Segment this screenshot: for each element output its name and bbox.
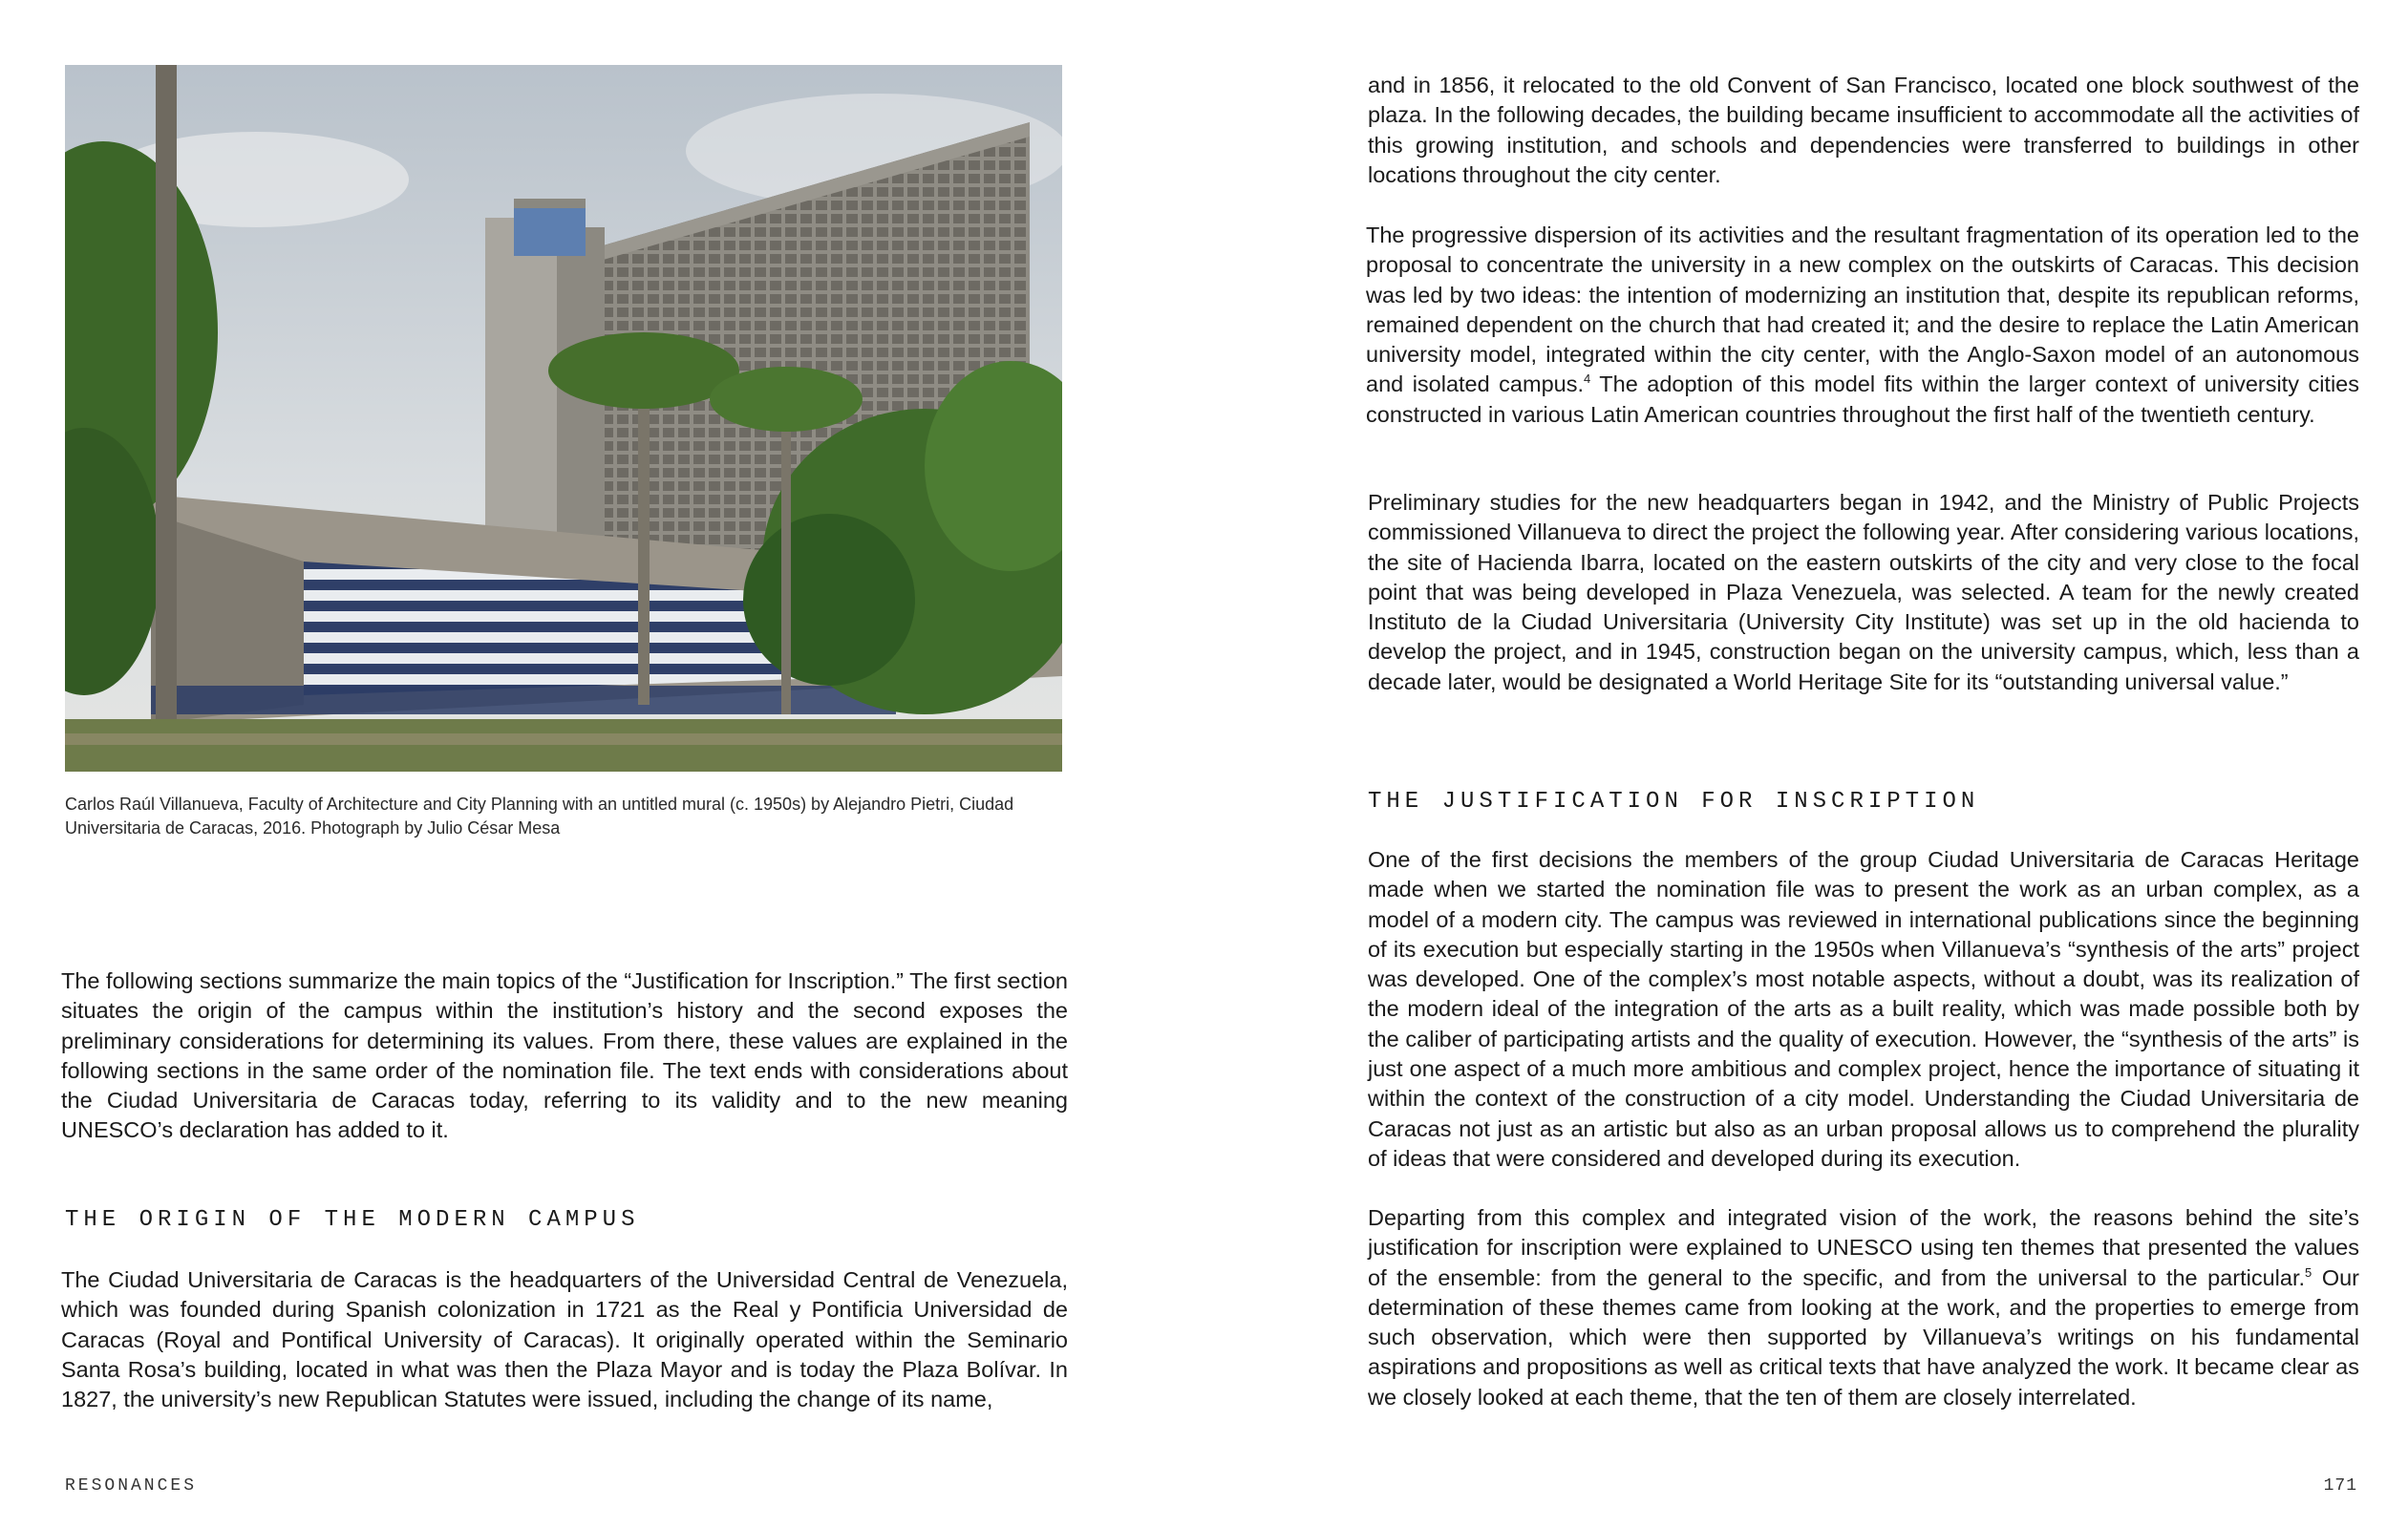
right-paragraph-2-text-a: The progressive dispersion of its activities and the resultant fragmentation of its operation led to the proposal to concentrate the university in a new complex on the outskirts of Caracas. This decision was led by two ideas: the intention of modernizing an institution that, despite its republican reforms, remained dependent on the church that had created it; and the desire to replace the Latin American university model, integrated within the city center, with the Anglo-Saxon model of an autonomous and isolated campus.	[1366, 223, 2359, 397]
page-number: 171	[2323, 1476, 2357, 1496]
right-paragraph-2	[1366, 221, 2359, 430]
right-paragraph-2-text-b: The adoption of this model fits within the larger context of university cities constructed in various Latin American countries throughout the first half of the twentieth century.	[1366, 371, 2359, 427]
right-paragraph-1: and in 1856, it relocated to the old Convent of San Francisco, located one block southwest of the plaza. In the following decades, the building became insufficient to accommodate all the activities of this growing institution, and schools and dependencies were transferred to buildings in other locations throughout the city center.	[1368, 73, 2359, 187]
running-head: RESONANCES	[65, 1476, 198, 1496]
footnote-ref-5[interactable]: 5	[2305, 1264, 2312, 1280]
origin-paragraph: The Ciudad Universitaria de Caracas is the headquarters of the Universidad Central de Venezuela, which was founded during Spanish colonization in 1721 as the Real y Pontificia Universidad de Caracas (Royal and Pontifical University of Caracas). It originally operated within the Seminario Santa Rosa’s building, located in what was then the Plaza Mayor and is today the Plaza Bolívar. In 1827, the university’s new Republican Statutes were issued, including the change of its name,	[61, 1267, 1068, 1412]
right-paragraph-4: One of the first decisions the members of the group Ciudad Universitaria de Caracas Heritage made when we started the nomination file was to present the work as an urban complex, as a model of a modern city. The campus was reviewed in international publications since the beginning of its execution but especially starting in the 1950s when Villanueva’s “synthesis of the arts” project was developed. One of the complex’s most notable aspects, without a doubt, was its realization of the modern ideal of the integration of the arts as a built reality, which was made possible both by the caliber of participating artists and the quality of execution. However, the “synthesis of the arts” is just one aspect of a much more ambitious and complex project, hence the importance of situating it within the context of the construction of a city model. Understanding the Ciudad Universitaria de Caracas not just as an artistic but also as an urban proposal allows us to comprehend the plurality of ideas that were considered and developed during its execution.	[1368, 847, 2359, 1171]
right-paragraph-5-text-a: Departing from this complex and integrated vision of the work, the reasons behind the site’s justification for inscription were explained to UNESCO using ten themes that presented the values of the ensemble: from the general to the specific, and from the universal to the particular.	[1368, 1205, 2359, 1290]
right-paragraph-5	[1368, 1203, 2359, 1412]
photo-illustration	[65, 65, 1062, 772]
section-heading-justification: THE JUSTIFICATION FOR INSCRIPTION	[1368, 789, 1980, 815]
footnote-ref-4[interactable]: 4	[1584, 371, 1591, 387]
right-paragraph-5-text-b: Our determination of these themes came from looking at the work, and the properties to emerge from such observation, which were then supported by Villanueva’s writings on his fundamental aspirations and propositions as well as critical texts that have analyzed the work. It became clear as we closely looked at each theme, that the ten of them are closely interrelated.	[1368, 1264, 2359, 1410]
intro-paragraph: The following sections summarize the main topics of the “Justification for Inscription.” The first section situates the origin of the campus within the institution’s history and the second exposes the preliminary considerations for determining its values. From there, these values are explained in the following sections in the same order of the nomination file. The text ends with considerations about the Ciudad Universitaria de Caracas today, referring to its validity and to the new meaning UNESCO’s declaration has added to it.	[61, 968, 1068, 1143]
building-photograph	[65, 65, 1062, 772]
section-heading-origin: THE ORIGIN OF THE MODERN CAMPUS	[65, 1207, 640, 1233]
right-paragraph-3: Preliminary studies for the new headquarters began in 1942, and the Ministry of Public Projects commissioned Villanueva to direct the project the following year. After considering various locations, the site of Hacienda Ibarra, located on the eastern outskirts of the city and very close to the focal point that was being developed in Plaza Venezuela, was selected. A team for the newly created Instituto de la Ciudad Universitaria (University City Institute) was set up in the old hacienda to develop the project, and in 1945, construction began on the university campus, which, less than a decade later, would be designated a World Heritage Site for its “outstanding universal value.”	[1368, 490, 2359, 694]
photo-caption: Carlos Raúl Villanueva, Faculty of Architecture and City Planning with an untitled mural (c. 1950s) by Alejandro Pietri, Ciudad Universitaria de Caracas, 2016. Photograph by Julio César Mesa	[65, 795, 1014, 838]
